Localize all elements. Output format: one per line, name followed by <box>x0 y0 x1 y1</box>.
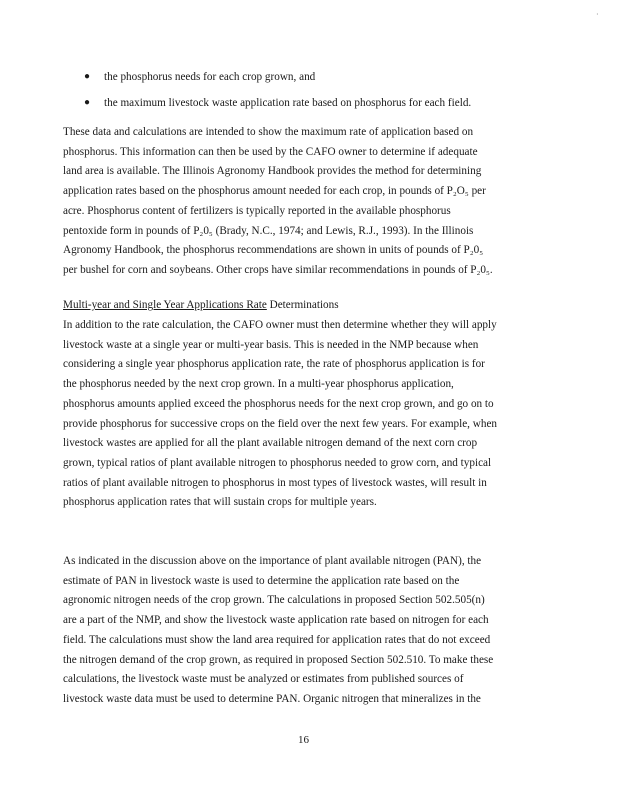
text-line: ratios of plant available nitrogen to phosphorus in most types of livestock wastes, will result in <box>63 476 487 489</box>
text-line: These data and calculations are intended to show the maximum rate of application based on <box>63 126 474 138</box>
text-line: calculations, the livestock waste must be analyzed or estimates from published sources of <box>63 673 464 686</box>
text-line: the phosphorus needed by the next crop grown. In a multi-year phosphorus application, <box>63 378 454 391</box>
bullet-dot-icon: ● <box>84 71 91 82</box>
text-line: phosphorus. This information can then be used by the CAFO owner to determine if adequate <box>63 145 478 158</box>
page-number: 16 <box>298 734 309 746</box>
bullet-item <box>84 68 471 94</box>
text-line: application rates based on the phosphorus amount needed for each crop, in pounds of P₂O₅ per <box>63 185 486 198</box>
section-heading <box>63 296 339 314</box>
text-line: grown, typical ratios of plant available nitrogen to phosphorus needed to grow corn, and typical <box>63 456 492 469</box>
text-line: provide phosphorus for successive crops on the field over the next few years. For example, when <box>63 417 498 430</box>
bullet-dot-icon: ● <box>84 97 91 108</box>
text-line: acre. Phosphorus content of fertilizers is typically reported in the available phosphorus <box>63 204 451 217</box>
text-line: In addition to the rate calculation, the CAFO owner must then determine whether they will apply <box>63 319 497 331</box>
paragraph-multi-year <box>63 316 553 513</box>
paragraph-pan <box>63 552 553 710</box>
text-line: pentoxide form in pounds of P₂0₅ (Brady, N.C., 1974; and Lewis, R.J., 1993). In the Illinois <box>63 224 474 237</box>
paragraph-phosphorus-rates <box>63 123 553 281</box>
bullet-list <box>84 68 471 120</box>
bullet-item <box>84 94 471 120</box>
text-line: land area is available. The Illinois Agronomy Handbook provides the method for determining <box>63 165 482 178</box>
text-line: the nitrogen demand of the crop grown, as required in proposed Section 502.510. To make these <box>63 653 494 666</box>
text-line: As indicated in the discussion above on the importance of plant available nitrogen (PAN), the <box>63 555 482 567</box>
text-line: livestock waste at a single year or multi-year basis. This is needed in the NMP because when <box>63 338 479 351</box>
text-line: phosphorus amounts applied exceed the phosphorus needs for the next crop grown, and go on to <box>63 397 494 410</box>
bullet-text: the maximum livestock waste application rate based on phosphorus for each field. <box>104 97 472 109</box>
section-heading-underlined: Multi-year and Single Year Applications Rate <box>63 299 267 311</box>
text-line: are a part of the NMP, and show the livestock waste application rate based on nitrogen for each <box>63 614 489 627</box>
text-line: per bushel for corn and soybeans. Other crops have similar recommendations in pounds of P₂0₅. <box>63 263 493 276</box>
section-heading-rest: Determinations <box>266 299 339 311</box>
text-line: livestock wastes are applied for all the plant available nitrogen demand of the next corn crop <box>63 437 478 450</box>
corner-mark: · <box>596 10 599 19</box>
text-line: considering a single year phosphorus application rate, the rate of phosphorus application is for <box>63 358 485 371</box>
bullet-text: the phosphorus needs for each crop grown, and <box>104 71 316 83</box>
text-line: phosphorus application rates that will sustain crops for multiple years. <box>63 496 377 509</box>
text-line: field. The calculations must show the land area required for application rates that do not exceed <box>63 633 491 646</box>
text-line: livestock waste data must be used to determine PAN. Organic nitrogen that mineralizes in the <box>63 692 481 705</box>
text-line: agronomic nitrogen needs of the crop grown. The calculations in proposed Section 502.505(n) <box>63 594 485 607</box>
text-line: Agronomy Handbook, the phosphorus recommendations are shown in units of pounds of P₂0₅ <box>63 244 484 257</box>
text-line: estimate of PAN in livestock waste is used to determine the application rate based on the <box>63 574 460 587</box>
